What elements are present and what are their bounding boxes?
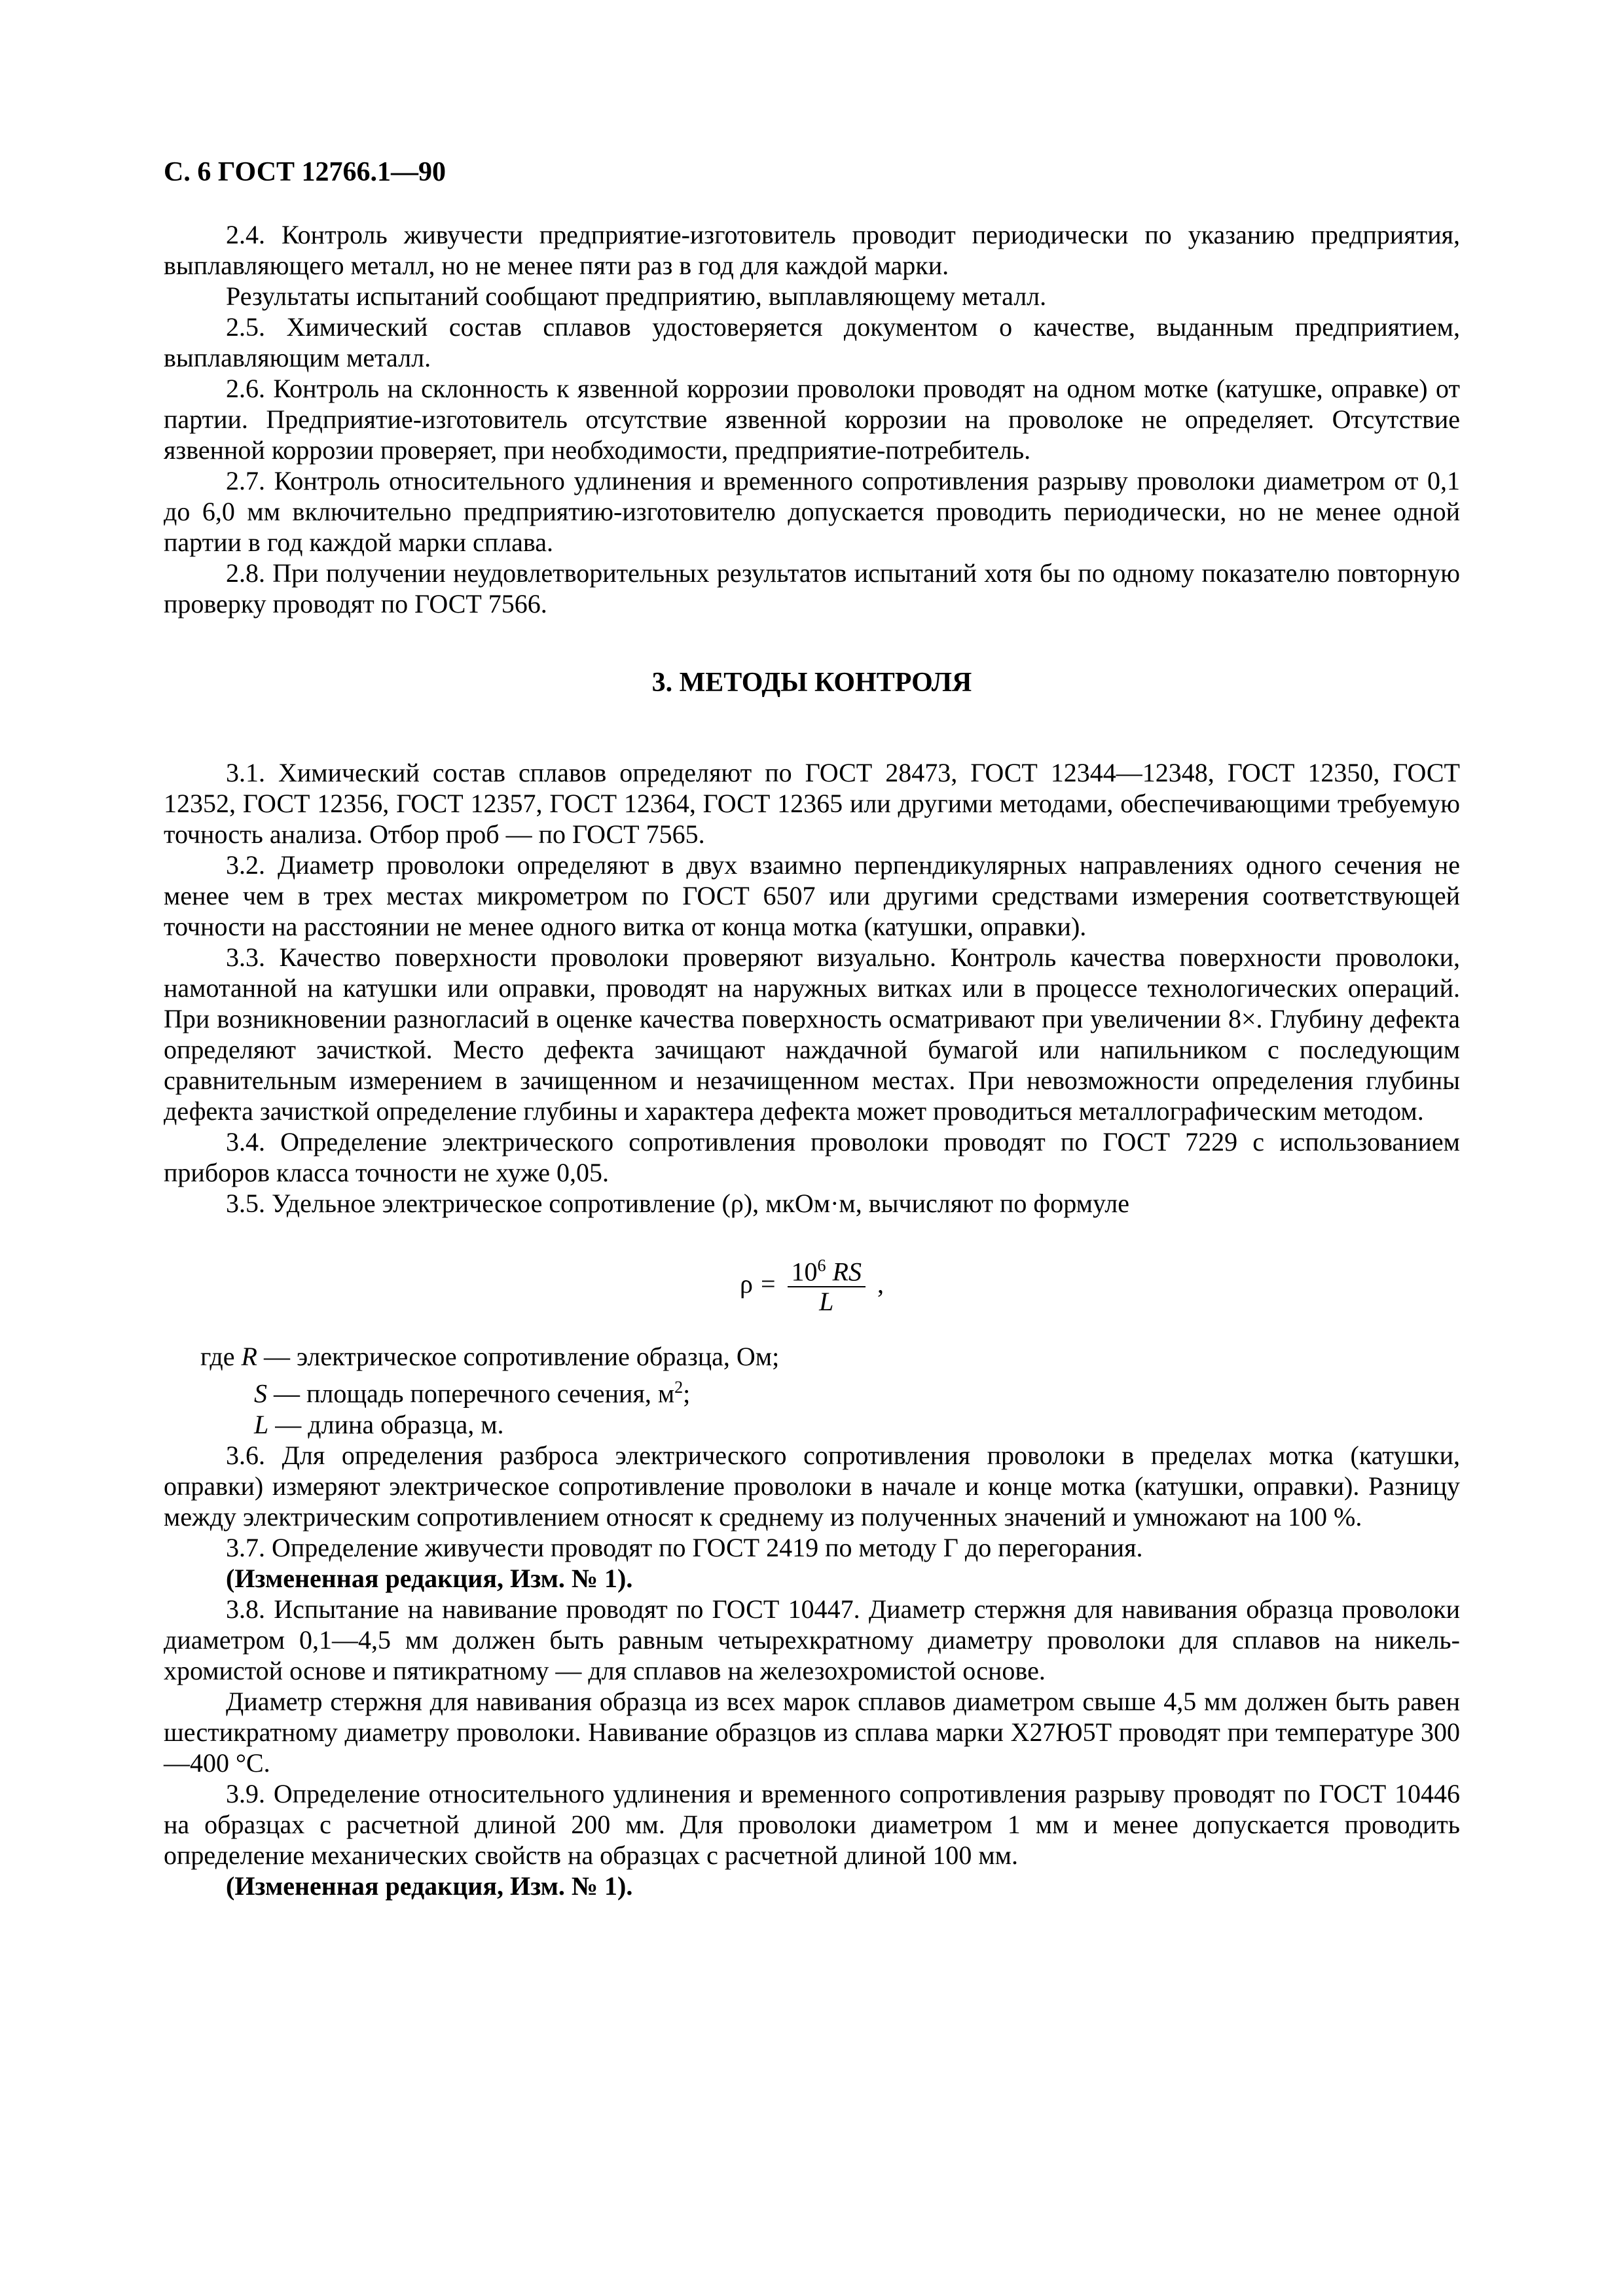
clause-3-4: 3.4. Определение электрического сопротивления проволоки проводят по ГОСТ 7229 с использованием приборов класса точности не хуже 0,05. — [164, 1127, 1460, 1187]
legend-s-exp: 2 — [674, 1378, 684, 1397]
clause-2-6: 2.6. Контроль на склонность к язвенной коррозии проволоки проводят на одном мотке (катушке, оправке) от партии. Предприятие-изготовитель отсутствие язвенной коррозии на проволоке не определяет. Отсутствие язвенной коррозии проверяет, при необходимости, предприятие-потребитель. — [164, 374, 1460, 465]
formula-fraction — [788, 1251, 866, 1316]
legend-s-end: ; — [683, 1378, 691, 1408]
section-title: 3. МЕТОДЫ КОНТРОЛЯ — [651, 668, 972, 698]
amendment-note-1: (Измененная редакция, Изм. № 1). — [226, 1563, 633, 1593]
amendment-note-2: (Измененная редакция, Изм. № 1). — [226, 1871, 633, 1901]
clause-3-3: 3.3. Качество поверхности проволоки проверяют визуально. Контроль качества поверхности проволоки, намотанной на катушки или оправки, проводят на наружных витках или в процессе технологических операций. При возникновении разногласий в оценке качества поверхность осматривают при увеличении 8×. Глубину дефекта определяют зачисткой. Место дефекта зачищают наждачной бумагой или напильником с последующим сравнительным измерением в зачищенном и незачищенном местах. При невозможности определения глубины дефекта зачисткой определение глубины и характера дефекта может проводиться металлографическим методом. — [164, 942, 1460, 1126]
legend-prefix: где — [200, 1342, 235, 1372]
formula-lhs: ρ — [740, 1269, 753, 1299]
clause-2-7: 2.7. Контроль относительного удлинения и временного сопротивления разрыву проволоки диаметром от 0,1 до 6,0 мм включительно предприятию-изготовителю допускается проводить периодически, но не менее одной партии в год каждой марки сплава. — [164, 466, 1460, 557]
formula-numerator — [788, 1251, 866, 1287]
formula-equals: = — [760, 1269, 776, 1299]
formula-trailing-comma: , — [877, 1269, 884, 1299]
clause-3-9: 3.9. Определение относительного удлинения и временного сопротивления разрыву проводят по ГОСТ 10446 на образцах с расчетной длиной 200 мм. Для проволоки диаметром 1 мм и менее допускается проводить определение механических свойств на образцах с расчетной длиной 100 мм. — [164, 1778, 1460, 1870]
clause-3-8: 3.8. Испытание на навивание проводят по ГОСТ 10447. Диаметр стержня для навивания образца проволоки диаметром 0,1—4,5 мм должен быть равным четырехкратному диаметру проволоки для сплавов на никель-хромистой основе и пятикратному — для сплавов на железохромистой основе. — [164, 1594, 1460, 1685]
formula-num-exp: 6 — [817, 1256, 826, 1275]
clause-3-2: 3.2. Диаметр проволоки определяют в двух взаимно перпендикулярных направлениях одного сечения не менее чем в трех местах микрометром по ГОСТ 6507 или другими средствами измерения соответствующей точности на расстоянии не менее одного витка от конца мотка (катушки, оправки). — [164, 850, 1460, 941]
formula-num-vars: RS — [826, 1257, 862, 1287]
page-content — [164, 157, 1460, 1901]
legend-r — [164, 1341, 1460, 1372]
clause-2-8: 2.8. При получении неудовлетворительных результатов испытаний хотя бы по одному показателю повторную проверку проводят по ГОСТ 7566. — [164, 558, 1460, 619]
clause-3-6: 3.6. Для определения разброса электрического сопротивления проволоки в пределах мотка (катушки, оправки) измеряют электрическое сопротивление проволоки в начале и конце мотка (катушки, оправки). Разницу между электрическим сопротивлением относят к среднему из полученных значений и умножают на 100 %. — [164, 1440, 1460, 1532]
legend-r-var: R — [241, 1342, 257, 1372]
clause-2-4-results: Результаты испытаний сообщают предприятию, выплавляющему металл. — [226, 281, 1047, 311]
clause-2-5: 2.5. Химический состав сплавов удостоверяется документом о качестве, выданным предприятием, выплавляющим металл. — [164, 312, 1460, 372]
legend-l-text: — длина образца, м. — [268, 1409, 504, 1439]
formula-num-base: 10 — [791, 1257, 818, 1287]
clause-2-4: 2.4. Контроль живучести предприятие-изготовитель проводит периодически по указанию предприятия, выплавляющего металл, но не менее пяти раз в год для каждой марки. — [164, 220, 1460, 280]
clause-3-8-diameter: Диаметр стержня для навивания образца из всех марок сплавов диаметром свыше 4,5 мм должен быть равен шестикратному диаметру проволоки. Навивание образцов из сплава марки Х27Ю5Т проводят при температуре 300—400 °С. — [164, 1686, 1460, 1778]
legend-s-text: — площадь поперечного сечения, м — [267, 1378, 675, 1408]
clause-3-7: 3.7. Определение живучести проводят по ГОСТ 2419 по методу Г до перегорания. — [226, 1532, 1143, 1562]
legend-r-text: — электрическое сопротивление образца, Ом; — [257, 1342, 780, 1372]
legend-s-var: S — [254, 1378, 267, 1408]
legend-l — [164, 1409, 1460, 1440]
formula-legend — [164, 1341, 1460, 1439]
clause-3-1: 3.1. Химический состав сплавов определяют по ГОСТ 28473, ГОСТ 12344—12348, ГОСТ 12350, ГОСТ 12352, ГОСТ 12356, ГОСТ 12357, ГОСТ 12364, ГОСТ 12365 или другими методами, обеспечивающими требуемую точность анализа. Отбор проб — по ГОСТ 7565. — [164, 758, 1460, 849]
legend-l-var: L — [254, 1409, 269, 1439]
page-header: С. 6 ГОСТ 12766.1—90 — [164, 157, 447, 187]
legend-s — [164, 1372, 1460, 1408]
formula-denominator: L — [819, 1287, 834, 1317]
resistivity-formula — [164, 1251, 1460, 1316]
clause-3-5: 3.5. Удельное электрическое сопротивление (ρ), мкОм·м, вычисляют по формуле — [226, 1189, 1129, 1218]
